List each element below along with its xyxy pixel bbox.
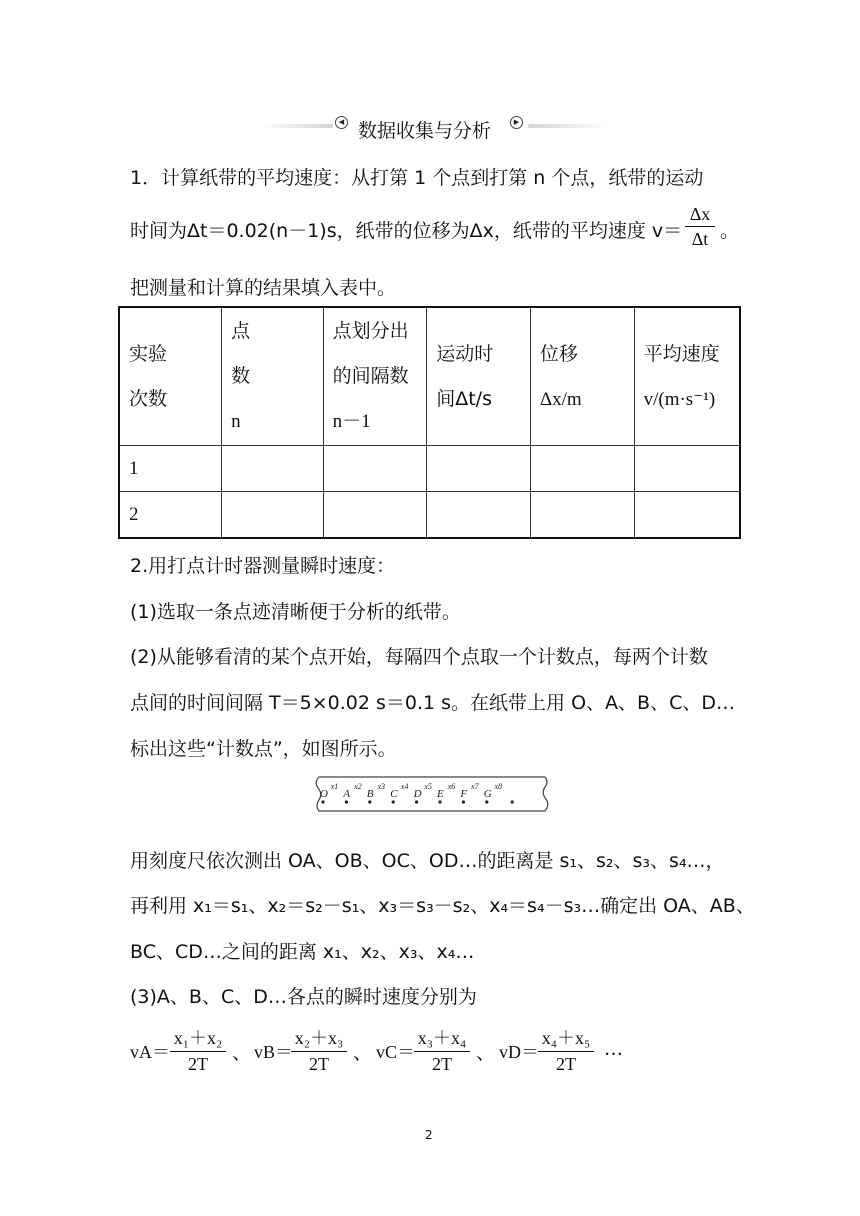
paragraph-line: 再利用 x₁＝s₁、x₂＝s₂－s₁、x₃＝s₃－s₂、x₄＝s₄－s₃…确定出 OA、AB、	[130, 895, 755, 917]
results-table	[118, 306, 741, 539]
table-header-cell: 点 数 n	[222, 307, 324, 446]
paragraph-line: 。	[720, 220, 740, 242]
avg-velocity-fraction	[685, 204, 715, 250]
formula-lhs: vB＝	[254, 1042, 294, 1062]
formula-fraction: $\frac{\text{x₁＋x₂}}{2T}$	[170, 1024, 226, 1075]
tape-dot	[392, 800, 395, 803]
table-header-cell: 位移 Δx/m	[530, 307, 634, 446]
tape-interval-label: x5	[424, 782, 432, 791]
paragraph-line: 点间的时间间隔 T＝5×0.02 s＝0.1 s。在纸带上用 O、A、B、C、D…	[130, 692, 735, 714]
table-cell	[634, 446, 740, 492]
paragraph-line: 用刻度尺依次测出 OA、OB、OC、OD…的距离是 s₁、s₂、s₃、s₄…，	[130, 850, 725, 872]
play-right-icon: ▶	[510, 116, 523, 129]
tape-interval-label: x3	[377, 782, 386, 791]
table-cell	[530, 446, 634, 492]
tape-dot	[485, 800, 488, 803]
tape-dot	[511, 800, 514, 803]
fraction-numerator: Δx	[685, 204, 715, 227]
table-cell: 2	[119, 492, 222, 539]
formula-separator: 、	[353, 1042, 373, 1064]
formula-separator: 、	[476, 1042, 496, 1064]
formula-separator: 、	[232, 1042, 252, 1064]
tape-dot	[415, 800, 418, 803]
tape-point-label: F	[460, 788, 468, 800]
tape-dot	[368, 800, 371, 803]
paragraph-line: 把测量和计算的结果填入表中。	[130, 277, 397, 299]
tape-point-label: E	[437, 788, 444, 800]
tape-dot	[321, 800, 324, 803]
formula-lhs: vD＝	[499, 1042, 539, 1062]
tape-outline	[316, 777, 548, 811]
formula-fraction: $\frac{\text{x₂＋x₃}}{2T}$	[291, 1024, 347, 1075]
table-row	[119, 492, 740, 539]
paragraph-line: 时间为Δt＝0.02(n－1)s，纸带的位移为Δx，纸带的平均速度 v＝	[130, 220, 683, 242]
table-cell: 1	[119, 446, 222, 492]
header-rule-right	[528, 124, 608, 128]
paper-tape-diagram	[313, 773, 551, 817]
table-header-cell: 平均速度 v/(m·s⁻¹)	[634, 307, 740, 446]
table-cell	[222, 492, 324, 539]
table-cell	[530, 492, 634, 539]
table-header-row	[119, 307, 740, 446]
tape-interval-label: x7	[471, 782, 479, 791]
section-title: 数据收集与分析	[358, 120, 492, 142]
tape-dot	[462, 800, 465, 803]
subsection-title: 2.用打点计时器测量瞬时速度：	[130, 555, 396, 577]
table-header-cell: 点划分出 的间隔数 n－1	[323, 307, 427, 446]
table-cell	[323, 492, 427, 539]
formula-fraction: $\frac{\text{x₃＋x₄}}{2T}$	[414, 1024, 470, 1075]
formula-fraction: $\frac{\text{x₄＋x₅}}{2T}$	[538, 1024, 594, 1075]
table-row	[119, 446, 740, 492]
table-cell	[634, 492, 740, 539]
tape-point-label: A	[343, 788, 351, 800]
table-cell	[427, 446, 531, 492]
tape-interval-label: x1	[330, 782, 339, 791]
tape-point-label: O	[320, 788, 328, 800]
formula-separator: …	[604, 1038, 623, 1060]
tape-dot	[438, 800, 441, 803]
tape-dot	[345, 800, 348, 803]
play-left-icon: ◀	[335, 116, 348, 129]
paragraph-line: (2)从能够看清的某个点开始，每隔四个点取一个计数点，每两个计数	[130, 646, 708, 668]
tape-point-label: C	[390, 788, 398, 800]
tape-point-label: B	[366, 788, 374, 800]
fraction-denominator: Δt	[691, 229, 709, 249]
table-header-cell: 运动时 间Δt/s	[427, 307, 531, 446]
paragraph-line: (3)A、B、C、D…各点的瞬时速度分别为	[130, 986, 477, 1008]
table-header-cell: 实验 次数	[119, 307, 222, 446]
tape-point-label: G	[483, 788, 492, 800]
tape-interval-label: x4	[400, 782, 409, 791]
paragraph-line: 1．计算纸带的平均速度：从打第 1 个点到打第 n 个点，纸带的运动	[130, 167, 704, 189]
formula-lhs: vA＝	[130, 1042, 170, 1062]
tape-interval-label: x2	[354, 782, 362, 791]
tape-interval-label: x8	[494, 782, 503, 791]
paragraph-line: 标出这些“计数点”，如图所示。	[130, 738, 397, 760]
table-cell	[427, 492, 531, 539]
header-rule-left	[258, 124, 333, 128]
formula-lhs: vC＝	[376, 1042, 416, 1062]
paragraph-line: (1)选取一条点迹清晰便于分析的纸带。	[130, 601, 461, 623]
tape-interval-label: x6	[447, 782, 456, 791]
table-cell	[323, 446, 427, 492]
paragraph-line: BC、CD…之间的距离 x₁、x₂、x₃、x₄…	[130, 941, 475, 963]
tape-point-label: D	[413, 788, 422, 800]
table-cell	[222, 446, 324, 492]
page-number: 2	[425, 1128, 433, 1142]
